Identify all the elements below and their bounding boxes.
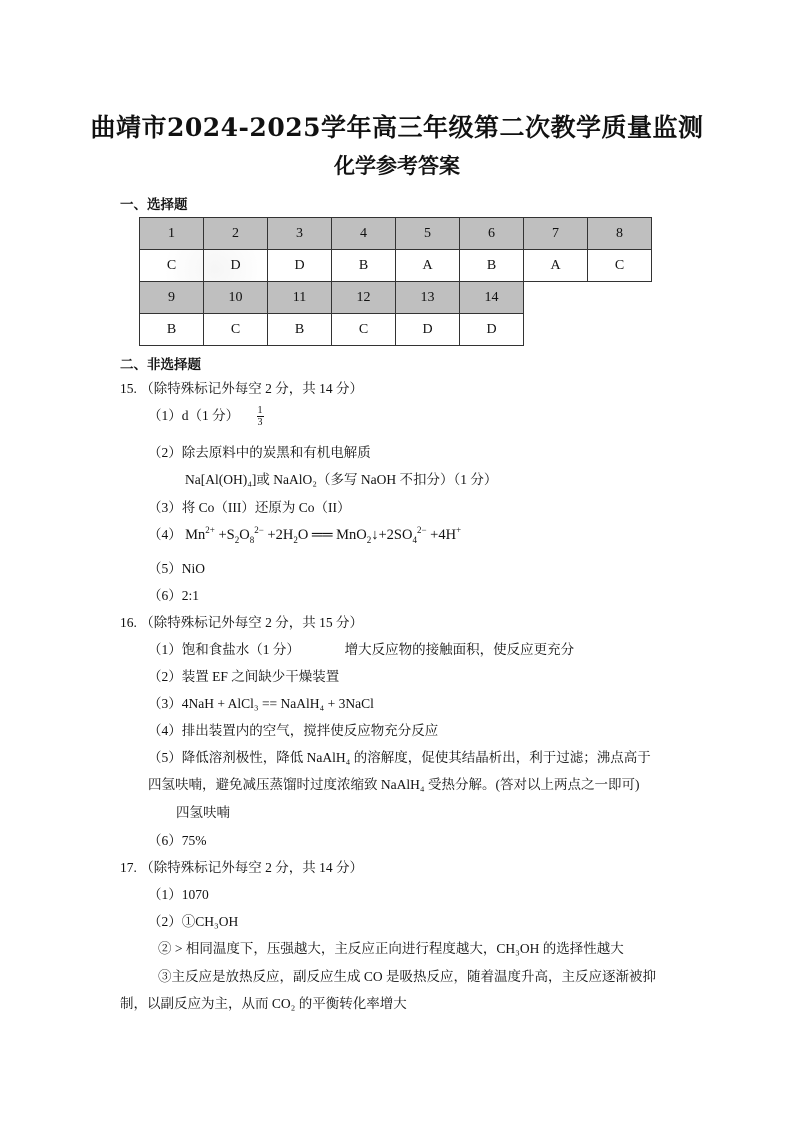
q16-part1 <box>148 638 574 658</box>
q16-part6: （6）75% <box>148 833 207 848</box>
q15-part4-equation: $Mn^{2+} +S_2O_8^{2-} +2H_2O$ ══ $MnO_2↓+2SO_4^{2-} +4H^+$ <box>185 525 462 545</box>
q16-part5-cont: 四氢呋喃，避免减压蒸馏时过度浓缩致 NaAlH₄ 受热分解。(答对以上两点之一即可) <box>148 777 640 792</box>
q15-part2: （2）除去原料中的炭黑和有机电解质 <box>148 445 371 460</box>
fraction-numerator: 1 <box>257 405 263 417</box>
table-cell: 13 <box>396 282 460 314</box>
table-cell: C <box>332 314 396 346</box>
q16-part5-answer: 四氢呋喃 <box>176 805 230 820</box>
answer-table <box>139 217 652 346</box>
table-cell: B <box>460 250 524 282</box>
table-cell: 7 <box>524 218 588 250</box>
q15-part6: （6）2:1 <box>148 588 200 603</box>
table-cell: 10 <box>204 282 268 314</box>
table-cell: 11 <box>268 282 332 314</box>
table-empty-cell <box>524 314 588 346</box>
table-cell: D <box>460 314 524 346</box>
table-cell: 3 <box>268 218 332 250</box>
table-cell: B <box>268 314 332 346</box>
table-cell: 8 <box>588 218 652 250</box>
q17-part2: （2）①CH₃OH <box>148 914 239 929</box>
q15-part1 <box>148 404 264 428</box>
table-cell: A <box>524 250 588 282</box>
q17-part2-d: 制，以副反应为主，从而 CO₂ 的平衡转化率增大 <box>120 996 407 1011</box>
q15-part3: （3）将 Co（III）还原为 Co（II） <box>148 500 351 515</box>
q15-part1-fraction <box>257 405 264 428</box>
table-row <box>140 250 652 282</box>
table-cell: D <box>268 250 332 282</box>
table-empty-cell <box>524 282 588 314</box>
table-empty-cell <box>588 282 652 314</box>
q16-part2: （2）装置 EF 之间缺少干燥装置 <box>148 669 340 684</box>
table-cell: 9 <box>140 282 204 314</box>
table-row <box>140 282 652 314</box>
table-cell: D <box>396 314 460 346</box>
q17-part2-c: ③主反应是放热反应，副反应生成 CO 是吸热反应，随着温度升高，主反应逐渐被抑 <box>158 969 657 984</box>
q15-part1-text: （1）d（1 分） <box>148 408 240 423</box>
table-cell: B <box>140 314 204 346</box>
page-subtitle: 化学参考答案 <box>334 153 460 178</box>
q16-part4: （4）排出装置内的空气，搅拌使反应物充分反应 <box>148 723 439 738</box>
page-title: 曲靖市2024-2025学年高三年级第二次教学质量监测 <box>90 113 704 142</box>
q15-header: 15. （除特殊标记外每空 2 分，共 14 分） <box>120 381 363 396</box>
section-nonchoice-title: 二、非选择题 <box>120 357 201 373</box>
table-cell: 1 <box>140 218 204 250</box>
table-cell: 14 <box>460 282 524 314</box>
section-choice-title: 一、选择题 <box>120 197 188 213</box>
q15-part4 <box>148 523 461 545</box>
q17-part2-b: ② > 相同温度下，压强越大，主反应正向进行程度越大，CH₃OH 的选择性越大 <box>158 941 624 956</box>
table-cell: B <box>332 250 396 282</box>
q16-part1-a: （1）饱和食盐水（1 分） <box>148 642 300 657</box>
table-cell: 5 <box>396 218 460 250</box>
fraction-denominator: 3 <box>257 417 263 429</box>
table-cell: D <box>204 250 268 282</box>
table-cell: 12 <box>332 282 396 314</box>
q15-part2-answer: Na[Al(OH)₄]或 NaAlO₂（多写 NaOH 不扣分）（1 分） <box>185 472 498 487</box>
q16-part5: （5）降低溶剂极性，降低 NaAlH₄ 的溶解度，促使其结晶析出，利于过滤；沸点高于 <box>148 750 651 765</box>
q17-part1: （1）1070 <box>148 887 209 902</box>
table-cell: C <box>204 314 268 346</box>
table-cell: 4 <box>332 218 396 250</box>
table-row <box>140 314 652 346</box>
q17-header: 17. （除特殊标记外每空 2 分，共 14 分） <box>120 860 363 875</box>
table-cell: A <box>396 250 460 282</box>
table-cell: 2 <box>204 218 268 250</box>
q15-part4-label: （4） <box>148 527 182 542</box>
q16-header: 16. （除特殊标记外每空 2 分，共 15 分） <box>120 615 363 630</box>
table-row <box>140 218 652 250</box>
q16-part1-b: 增大反应物的接触面积，使反应更充分 <box>344 642 575 657</box>
table-cell: C <box>140 250 204 282</box>
table-cell: 6 <box>460 218 524 250</box>
q15-part5: （5）NiO <box>148 561 205 576</box>
q16-part3: （3）4NaH + AlCl₃ == NaAlH₄ + 3NaCl <box>148 696 374 711</box>
table-empty-cell <box>588 314 652 346</box>
table-cell: C <box>588 250 652 282</box>
